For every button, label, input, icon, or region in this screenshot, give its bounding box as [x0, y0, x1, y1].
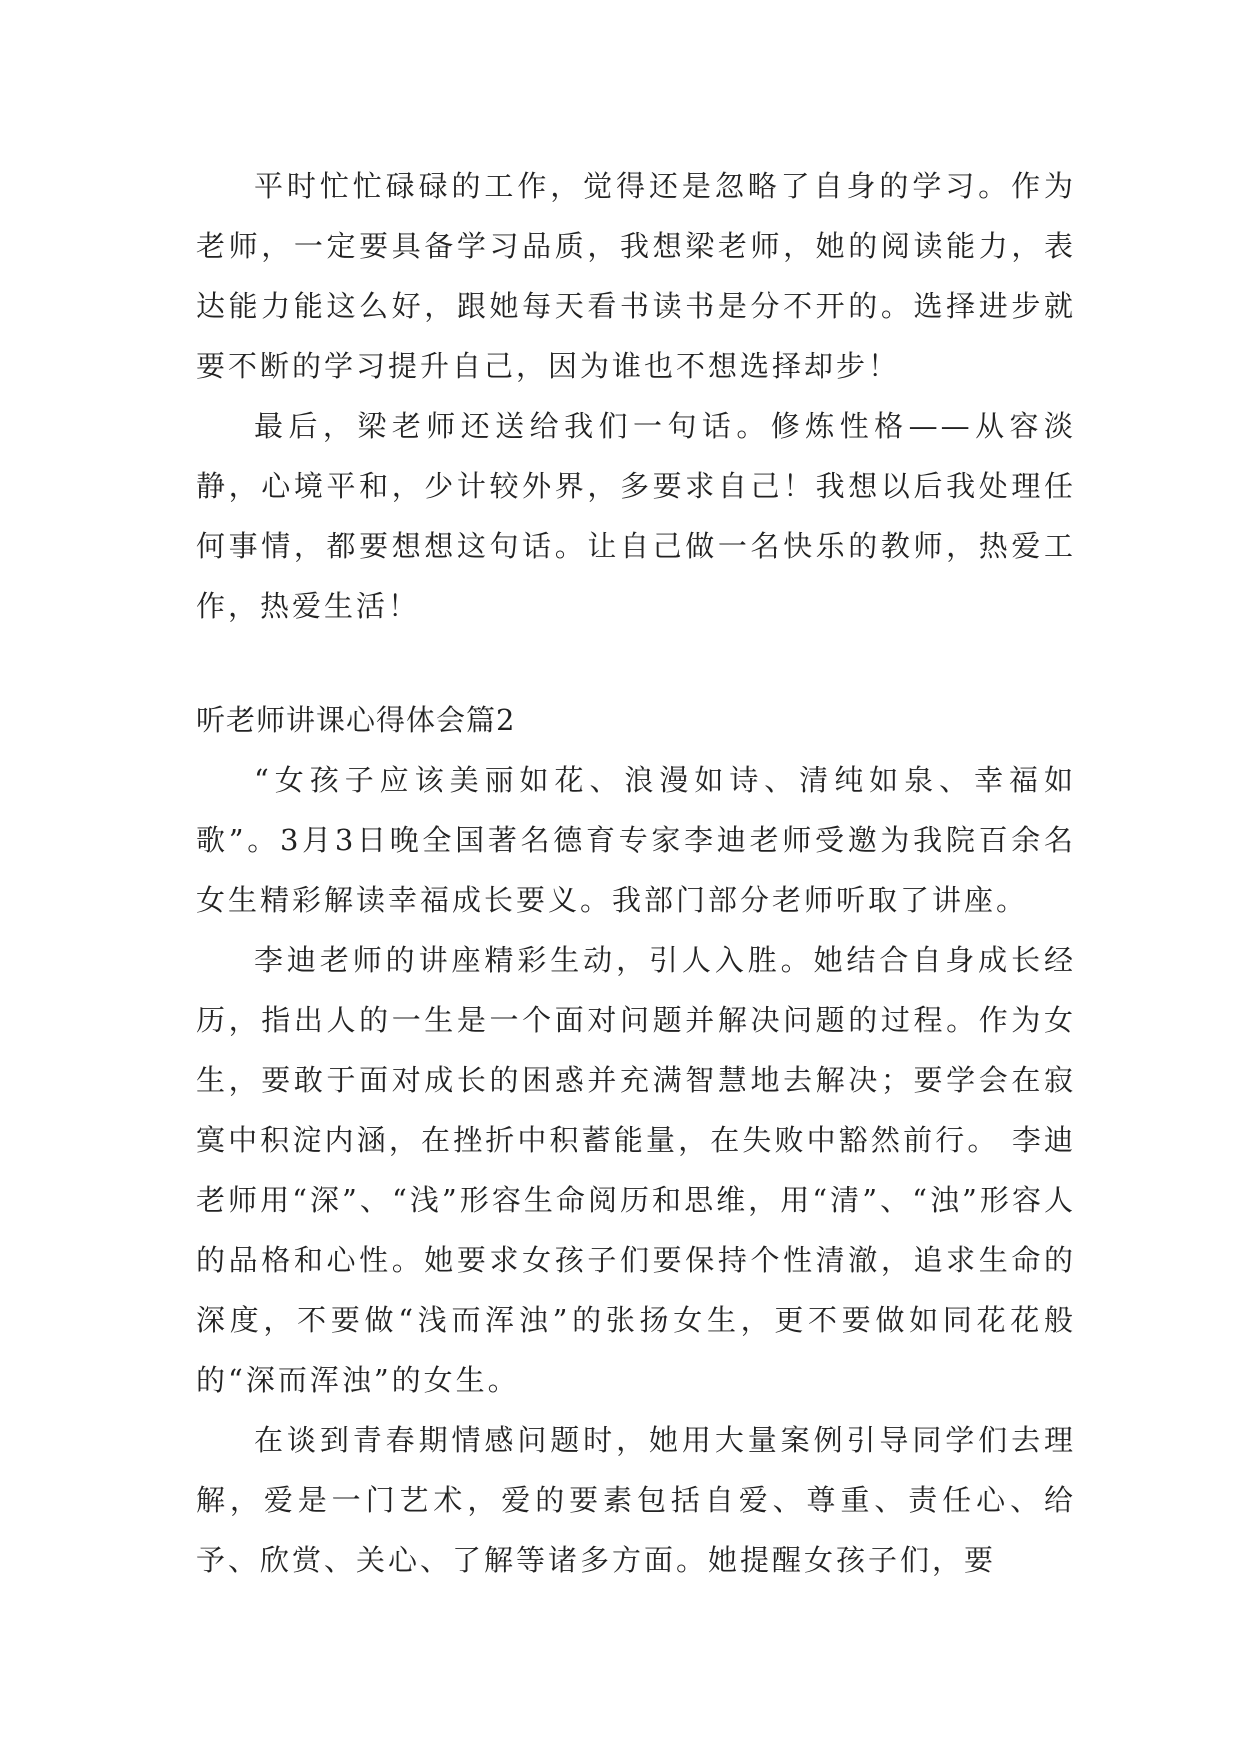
paragraph-study: 平时忙忙碌碌的工作，觉得还是忽略了自身的学习。作为老师，一定要具备学习品质，我想梁老师，她的阅读能力，表达能力能这么好，跟她每天看书读书是分不开的。选择进步就要不断的学习提升自己，因为谁也不想选择却步！ [196, 169, 1076, 383]
paragraph-lecture-intro: “女孩子应该美丽如花、浪漫如诗、清纯如泉、幸福如歌”。3月3日晚全国著名德育专家李迪老师受邀为我院百余名女生精彩解读幸福成长要义。我部门部分老师听取了讲座。 [196, 763, 1076, 917]
paragraph-emotion-topic: 在谈到青春期情感问题时，她用大量案例引导同学们去理解，爱是一门艺术，爱的要素包括自爱、尊重、责任心、给予、欣赏、关心、了解等诸多方面。她提醒女孩子们，要 [196, 1423, 1076, 1577]
paragraph-lecture-content: 李迪老师的讲座精彩生动，引人入胜。她结合自身成长经历，指出人的一生是一个面对问题并解决问题的过程。作为女生，要敢于面对成长的困惑并充满智慧地去解决；要学会在寂寞中积淀内涵，在挫折中积蓄能量，在失败中豁然前行。 李迪老师用“深”、“浅”形容生命阅历和思维，用“清”、“浊”形容人的品格和心性。她要求女孩子们要保持个性清澈，追求生命的深度，不要做“浅而浑浊”的张扬女生，更不要做如同花花般的“深而浑浊”的女生。 [196, 943, 1076, 1397]
document-body [196, 156, 1076, 1590]
paragraph-closing-advice: 最后，梁老师还送给我们一句话。修炼性格——从容淡静，心境平和，少计较外界，多要求自己！我想以后我处理任何事情，都要想想这句话。让自己做一名快乐的教师，热爱工作，热爱生活！ [196, 409, 1076, 623]
section-title: 听老师讲课心得体会篇2 [196, 703, 516, 737]
